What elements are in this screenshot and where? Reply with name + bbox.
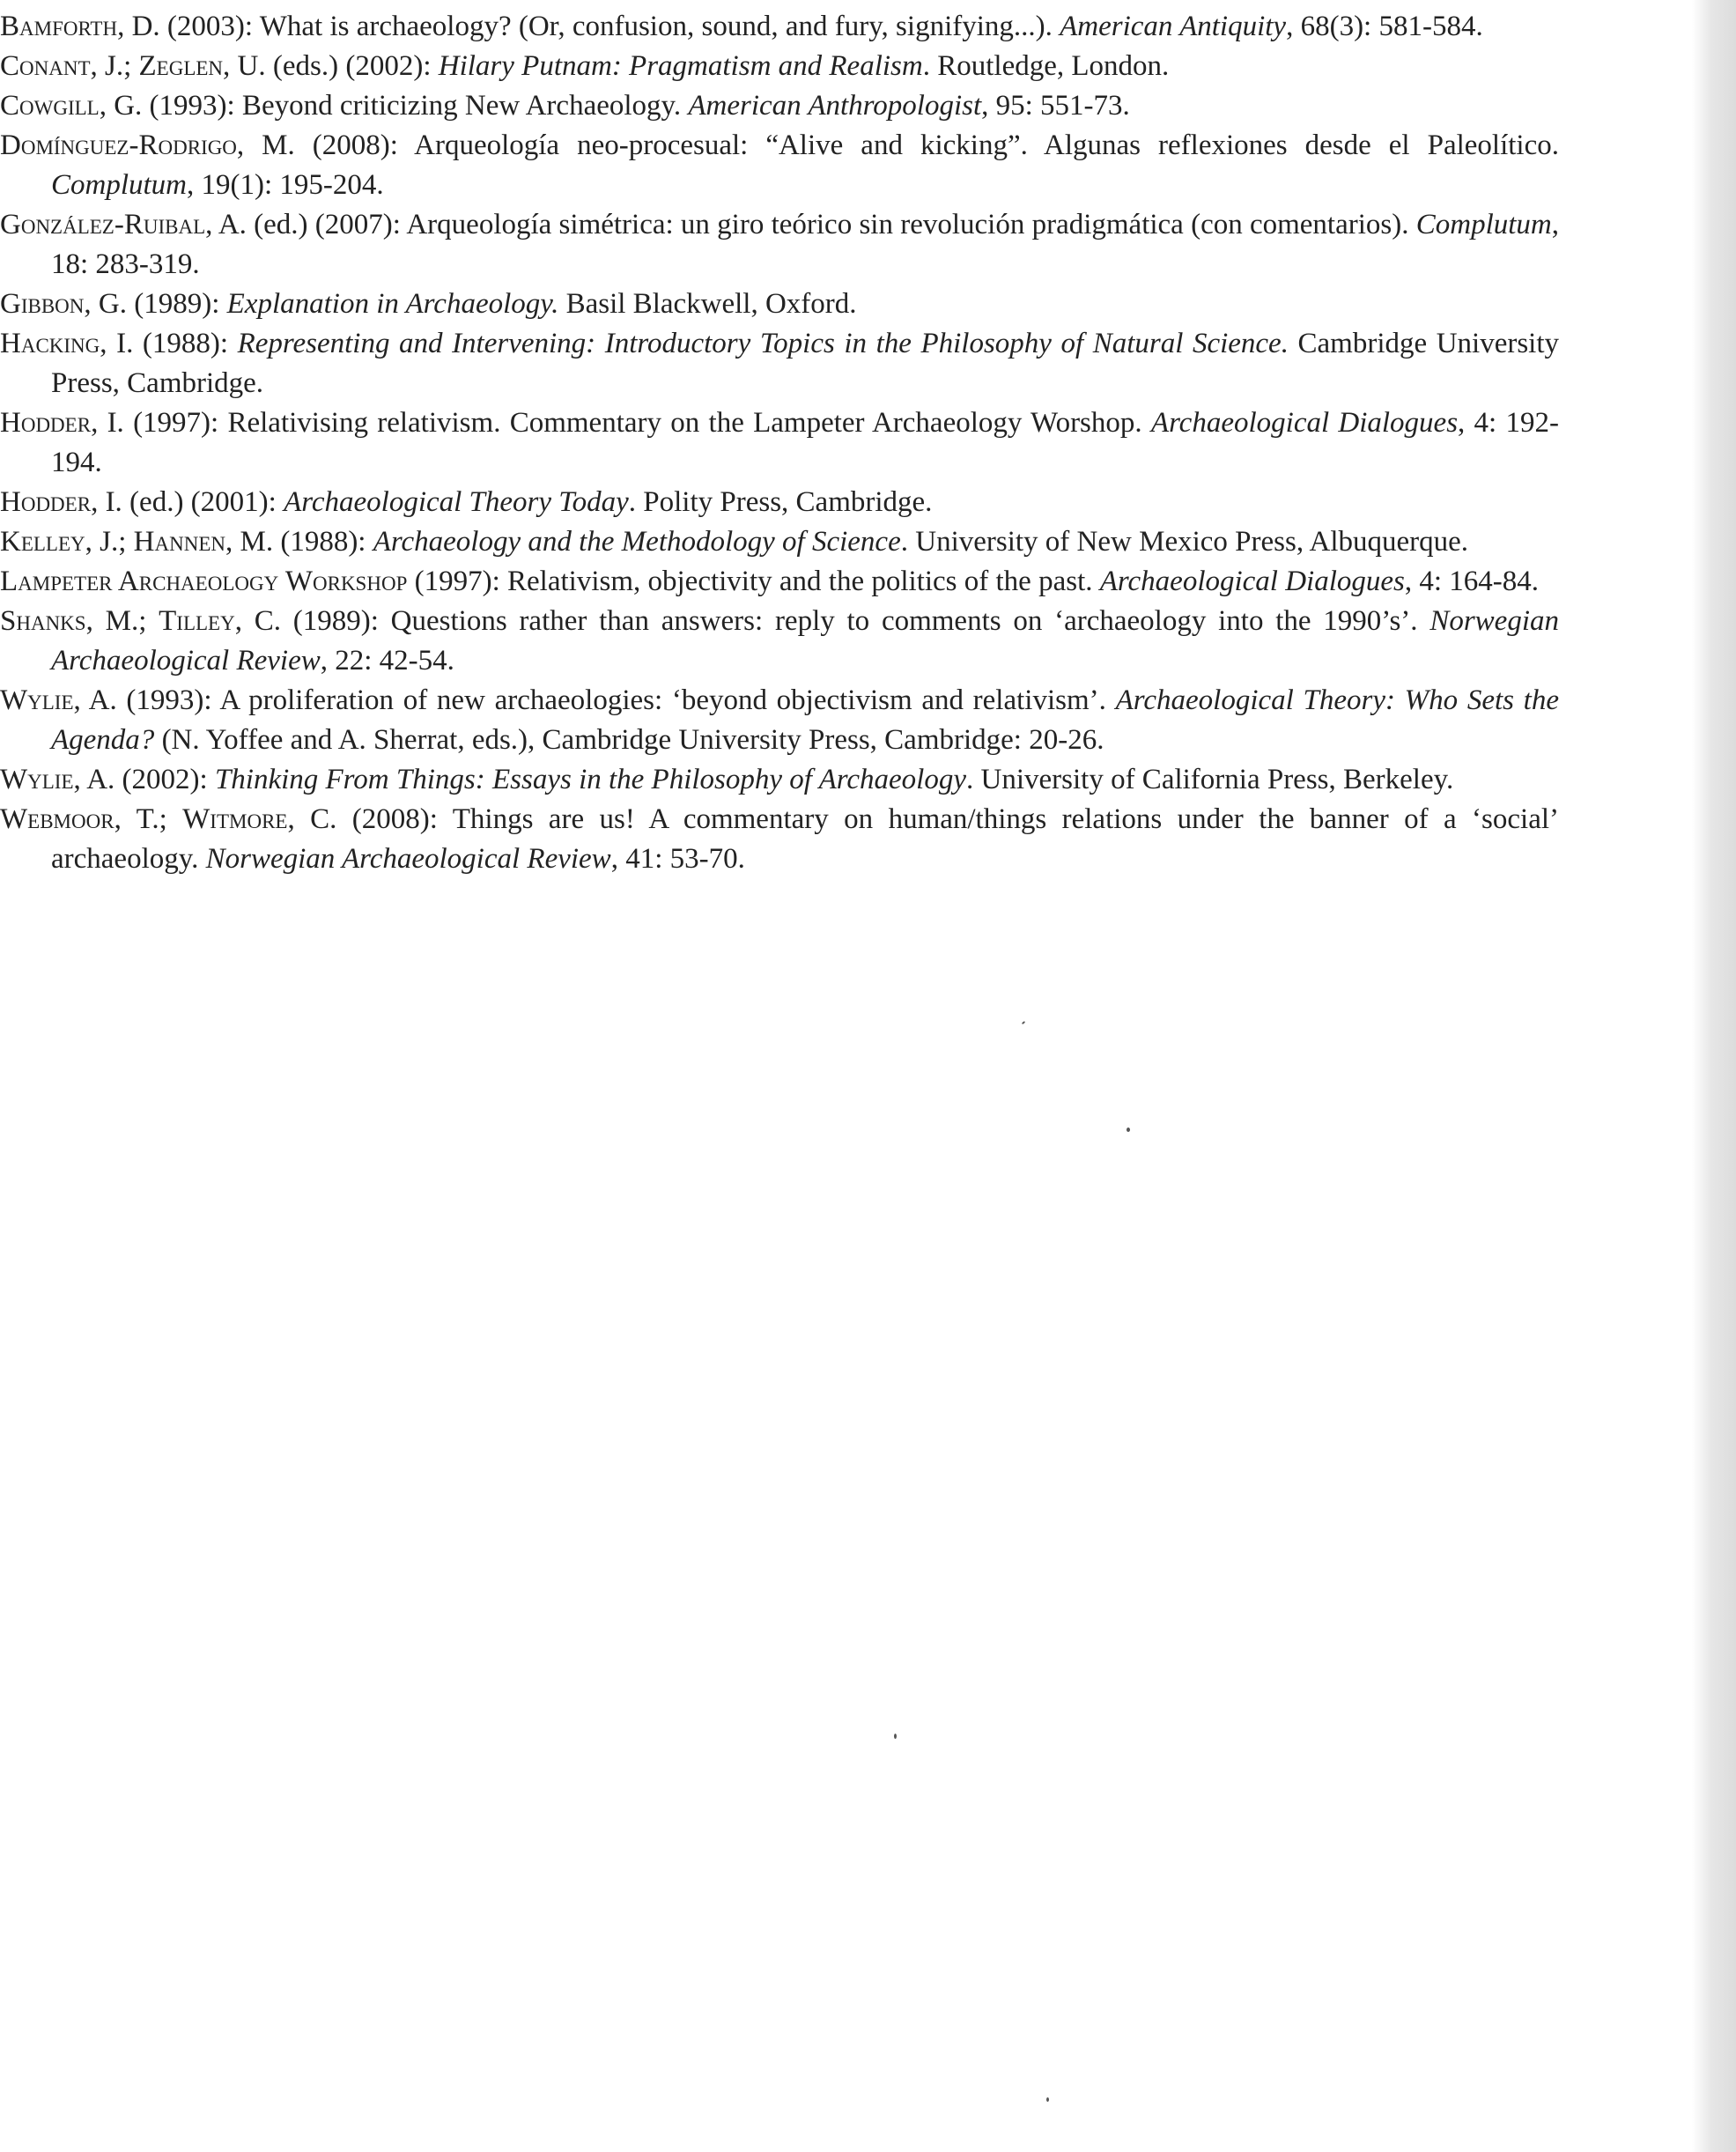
publication-title: Archaeological Dialogues bbox=[1150, 407, 1459, 439]
author-name: Lampeter Archaeology Workshop bbox=[0, 566, 408, 597]
citation-text: , 95: 551-73. bbox=[981, 90, 1130, 122]
reference-entry bbox=[0, 403, 1559, 483]
author-name: Hodder bbox=[0, 407, 92, 439]
publication-title: Archaeological Theory: Who Sets the Agenda? bbox=[51, 684, 1559, 756]
author-name: Witmore bbox=[182, 803, 288, 835]
citation-text: , M. (2008): Arqueología neo-procesual: “Alive and kicking”. Algunas reflexiones desde el Paleolítico. bbox=[236, 129, 1559, 161]
scan-speck bbox=[1046, 2097, 1049, 2102]
scan-speck bbox=[1022, 1021, 1025, 1024]
author-name: Hodder bbox=[0, 486, 92, 518]
publication-title: American Anthropologist bbox=[688, 90, 982, 122]
citation-text: , 22: 42-54. bbox=[320, 645, 454, 677]
citation-text: , C. (2008): Things are us! A commentary on human/things relations under the banner of a ‘social’ archaeology. bbox=[51, 803, 1560, 875]
citation-text: , U. (eds.) (2002): bbox=[223, 50, 439, 82]
publication-title: Representing and Intervening: Introductory Topics in the Philosophy of Natural Science. bbox=[237, 328, 1289, 359]
citation-text: . University of California Press, Berkeley. bbox=[966, 764, 1454, 795]
author-name: Domínguez-Rodrigo bbox=[0, 129, 237, 161]
citation-text: , C. (1989): Questions rather than answers: reply to comments on ‘archaeology into the 1990’s’. bbox=[234, 605, 1430, 637]
reference-entry bbox=[0, 126, 1559, 205]
citation-text: . Routledge, London. bbox=[922, 50, 1170, 82]
citation-text: , 68(3): 581-584. bbox=[1286, 11, 1483, 42]
citation-text: , J.; bbox=[90, 50, 139, 82]
publication-title: American Antiquity bbox=[1060, 11, 1287, 42]
reference-entry bbox=[0, 86, 1559, 126]
citation-text: , I. (1997): Relativising relativism. Commentary on the Lampeter Archaeology Worshop. bbox=[91, 407, 1151, 439]
citation-text: , G. (1989): bbox=[84, 288, 227, 320]
author-name: Webmoor bbox=[0, 803, 115, 835]
publication-title: Archaeological Dialogues bbox=[1099, 566, 1405, 597]
reference-entry bbox=[0, 760, 1559, 800]
reference-list bbox=[0, 7, 1559, 879]
citation-text: (1997): Relativism, objectivity and the politics of the past. bbox=[407, 566, 1100, 597]
citation-text: , G. (1993): Beyond criticizing New Archaeology. bbox=[99, 90, 689, 122]
publication-title: Norwegian Archaeological Review bbox=[51, 605, 1559, 677]
citation-text: Cambridge University Press, Cambridge. bbox=[51, 328, 1560, 399]
citation-text: , J.; bbox=[85, 526, 134, 558]
author-name: Cowgill bbox=[0, 90, 100, 122]
citation-text: Basil Blackwell, Oxford. bbox=[558, 288, 857, 320]
author-name: González-Ruibal bbox=[0, 209, 206, 240]
citation-text: , I. (1988): bbox=[100, 328, 238, 359]
publication-title: Explanation in Archaeology. bbox=[226, 288, 559, 320]
citation-text: , A. (ed.) (2007): Arqueología simétrica: un giro teórico sin revolución pradigmática (con comentarios). bbox=[205, 209, 1416, 240]
reference-entry bbox=[0, 7, 1559, 47]
citation-text: . Polity Press, Cambridge. bbox=[628, 486, 933, 518]
citation-text: , M.; bbox=[85, 605, 159, 637]
reference-entry bbox=[0, 324, 1559, 403]
scan-speck bbox=[1127, 1128, 1130, 1132]
reference-entry bbox=[0, 562, 1559, 602]
reference-entry bbox=[0, 483, 1559, 522]
reference-entry bbox=[0, 522, 1559, 562]
publication-title: Archaeology and the Methodology of Science bbox=[373, 526, 901, 558]
reference-entry bbox=[0, 602, 1559, 681]
author-name: Conant bbox=[0, 50, 91, 82]
citation-text: , 18: 283-319. bbox=[51, 209, 1559, 280]
author-name: Hannen bbox=[133, 526, 225, 558]
author-name: Gibbon bbox=[0, 288, 85, 320]
citation-text: , 41: 53-70. bbox=[610, 843, 745, 875]
reference-entry bbox=[0, 681, 1559, 760]
publication-title: Norwegian Archaeological Review bbox=[205, 843, 611, 875]
author-name: Wylie bbox=[0, 684, 74, 716]
reference-entry bbox=[0, 800, 1559, 879]
scan-edge-shadow bbox=[1692, 0, 1736, 2152]
citation-text: . University of New Mexico Press, Albuquerque. bbox=[900, 526, 1469, 558]
citation-text: , 4: 192-194. bbox=[51, 407, 1559, 478]
author-name: Tilley bbox=[159, 605, 235, 637]
publication-title: Complutum bbox=[1415, 209, 1552, 240]
citation-text: , 4: 164-84. bbox=[1404, 566, 1540, 597]
author-name: Zeglen bbox=[138, 50, 224, 82]
reference-entry bbox=[0, 205, 1559, 285]
author-name: Wylie bbox=[0, 764, 74, 795]
citation-text: (N. Yoffee and A. Sherrat, eds.), Cambridge University Press, Cambridge: 20-26. bbox=[154, 724, 1104, 756]
publication-title: Hilary Putnam: Pragmatism and Realism bbox=[438, 50, 923, 82]
reference-entry bbox=[0, 47, 1559, 86]
publication-title: Complutum bbox=[51, 169, 188, 201]
reference-entry bbox=[0, 285, 1559, 324]
author-name: Kelley bbox=[0, 526, 85, 558]
citation-text: , A. (2002): bbox=[73, 764, 215, 795]
citation-text: , M. (1988): bbox=[225, 526, 373, 558]
author-name: Bamforth bbox=[0, 11, 118, 42]
citation-text: , A. (1993): A proliferation of new archaeologies: ‘beyond objectivism and relativism’. bbox=[73, 684, 1116, 716]
author-name: Shanks bbox=[0, 605, 86, 637]
publication-title: Thinking From Things: Essays in the Philosophy of Archaeology bbox=[214, 764, 966, 795]
citation-text: , D. (2003): What is archaeology? (Or, confusion, sound, and fury, signifying...). bbox=[117, 11, 1060, 42]
citation-text: , 19(1): 195-204. bbox=[187, 169, 384, 201]
publication-title: Archaeological Theory Today bbox=[284, 486, 629, 518]
citation-text: , T.; bbox=[114, 803, 183, 835]
author-name: Hacking bbox=[0, 328, 100, 359]
scan-speck bbox=[894, 1734, 897, 1739]
citation-text: , I. (ed.) (2001): bbox=[91, 486, 284, 518]
